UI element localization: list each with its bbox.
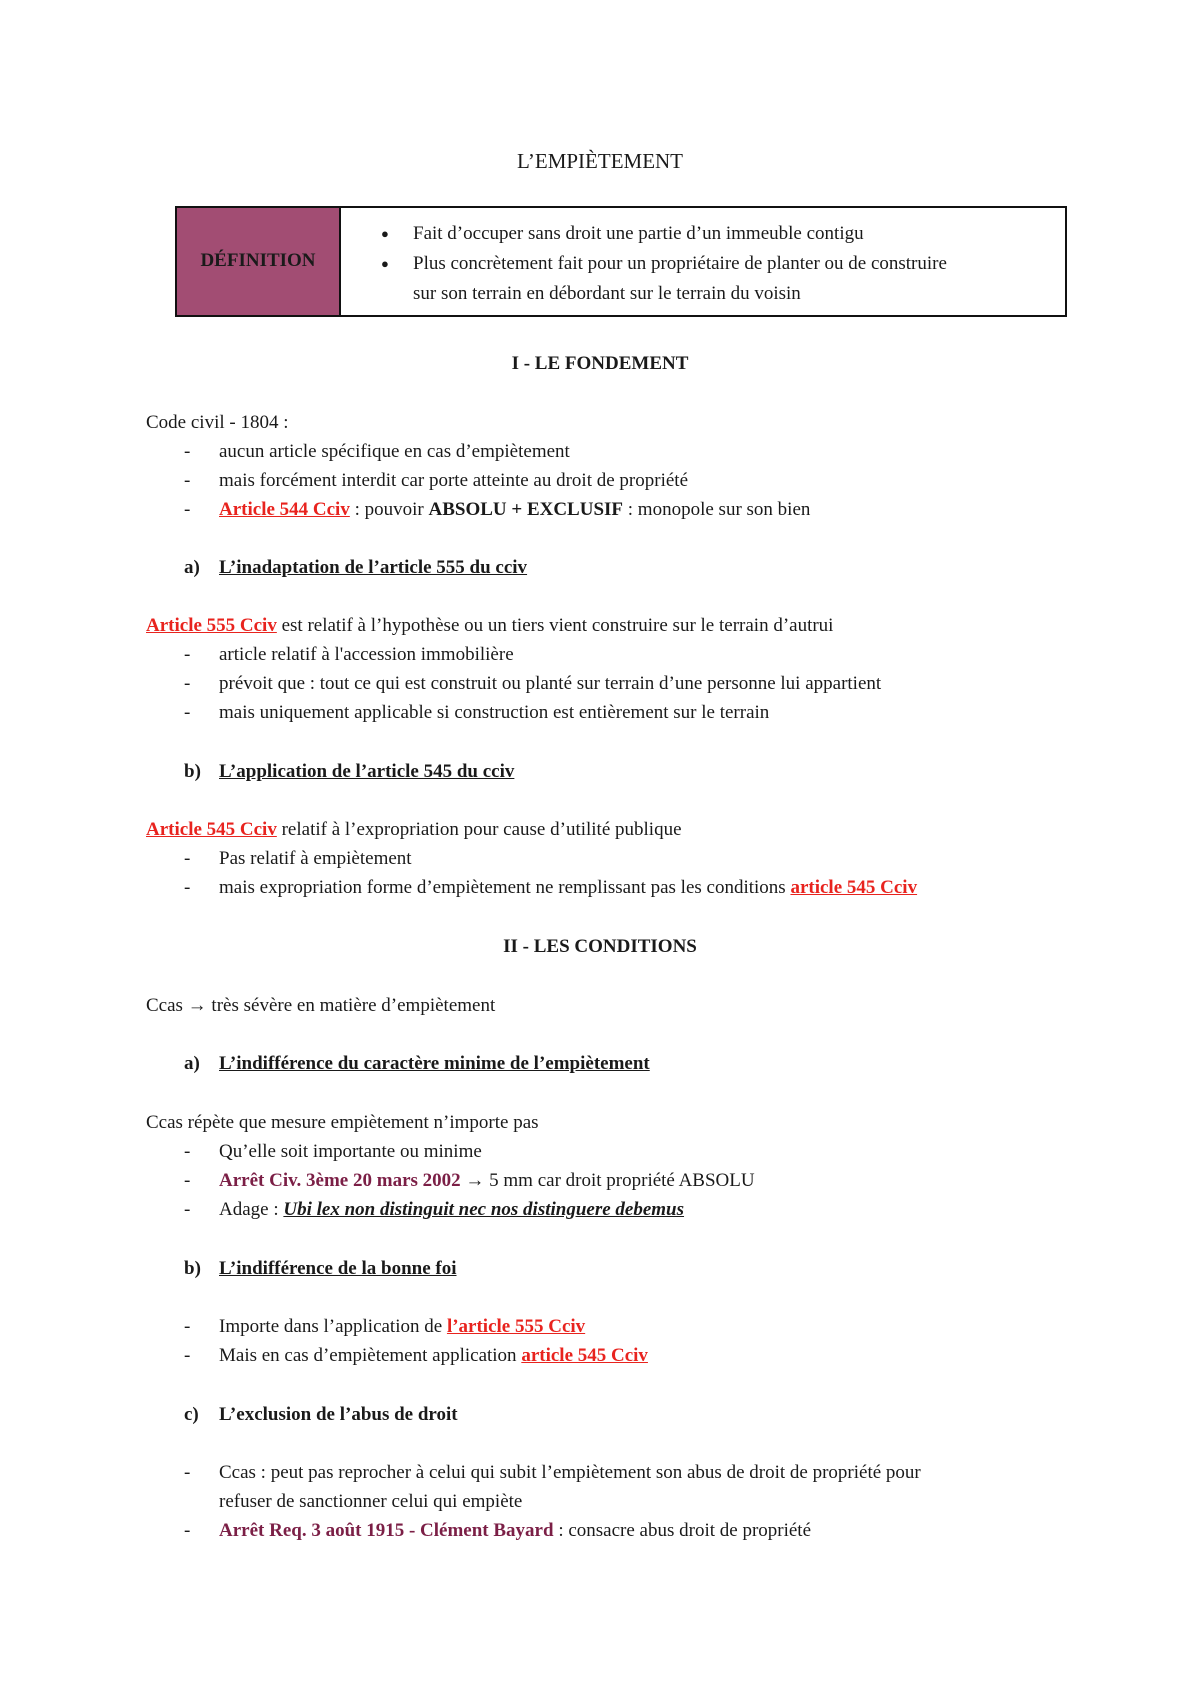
list-item: Pas relatif à empiètement — [219, 848, 412, 869]
article-reference: l’article 555 Cciv — [446, 1316, 586, 1337]
list-item: article relatif à l'accession immobilière — [219, 644, 514, 665]
dash: - — [184, 1345, 191, 1366]
article-reference: Article 544 Cciv — [219, 499, 350, 520]
section-heading: I - LE FONDEMENT — [511, 353, 689, 374]
dash: - — [184, 1520, 191, 1541]
dash: - — [184, 1141, 191, 1162]
list-item: mais forcément interdit car porte atteinte au droit de propriété — [219, 470, 688, 491]
subsection-title: L’exclusion de l’abus de droit — [219, 1404, 458, 1425]
article-reference: article 545 Cciv — [790, 877, 918, 898]
definition-bullet: ● Fait d’occuper sans droit une partie d’un immeuble contigu — [377, 219, 1051, 249]
section-heading: II - LES CONDITIONS — [503, 936, 697, 957]
article-reference: Article 545 Cciv — [146, 819, 277, 840]
subsection-title: L’inadaptation de l’article 555 du cciv — [219, 557, 528, 578]
subsection-title: L’indifférence du caractère minime de l’empiètement — [219, 1053, 650, 1074]
definition-bullet-text: Plus concrètement fait pour un propriétaire de planter ou de construire — [413, 253, 947, 274]
subsection-letter: a) — [184, 557, 200, 578]
list-item: Mais en cas d’empiètement application article 545 Cciv — [219, 1345, 648, 1366]
list-item: aucun article spécifique en cas d’empiètement — [219, 441, 570, 462]
list-item: Arrêt Civ. 3ème 20 mars 2002 → 5 mm car droit propriété ABSOLU — [219, 1170, 755, 1191]
dash: - — [184, 1199, 191, 1220]
dash: - — [184, 1170, 191, 1191]
dash: - — [184, 499, 191, 520]
list-item: Arrêt Req. 3 août 1915 - Clément Bayard : consacre abus droit de propriété — [219, 1520, 812, 1541]
definition-bullet — [377, 249, 1051, 309]
paragraph: Article 545 Cciv relatif à l’expropriation pour cause d’utilité publique — [146, 819, 682, 840]
list-item: mais expropriation forme d’empiètement ne remplissant pas les conditions article 545 Cciv — [219, 877, 918, 898]
definition-content — [341, 208, 1065, 315]
dash: - — [184, 673, 191, 694]
definition-table — [175, 206, 1067, 317]
paragraph: Ccas → très sévère en matière d’empiètement — [146, 995, 496, 1016]
dash: - — [184, 644, 191, 665]
article-reference: article 545 Cciv — [521, 1345, 648, 1366]
dash: - — [184, 1462, 191, 1483]
case-reference: Arrêt Req. 3 août 1915 - Clément Bayard — [219, 1520, 554, 1541]
dash: - — [184, 702, 191, 723]
subsection-letter: a) — [184, 1053, 200, 1074]
list-item: Adage : Ubi lex non distinguit nec nos distinguere debemus — [219, 1199, 685, 1220]
dash: - — [184, 848, 191, 869]
list-item: Article 544 Cciv : pouvoir ABSOLU + EXCLUSIF : monopole sur son bien — [219, 499, 811, 520]
paragraph: Article 555 Cciv est relatif à l’hypothèse ou un tiers vient construire sur le terrain d’autrui — [146, 615, 834, 636]
paragraph: Ccas répète que mesure empiètement n’importe pas — [146, 1112, 539, 1133]
latin-adage: Ubi lex non distinguit nec nos distinguere debemus — [283, 1199, 685, 1220]
list-item: Ccas : peut pas reprocher à celui qui subit l’empiètement son abus de droit de propriété pour — [219, 1462, 921, 1483]
subsection-title: L’indifférence de la bonne foi — [219, 1258, 457, 1279]
list-item: prévoit que : tout ce qui est construit ou planté sur terrain d’une personne lui appartient — [219, 673, 882, 694]
list-item: mais uniquement applicable si construction est entièrement sur le terrain — [219, 702, 770, 723]
list-item: Importe dans l’application de l’article 555 Cciv — [219, 1316, 586, 1337]
dash: - — [184, 470, 191, 491]
article-reference: Article 555 Cciv — [146, 615, 277, 636]
definition-bullet-continuation: sur son terrain en débordant sur le terrain du voisin — [413, 283, 801, 304]
dash: - — [184, 441, 191, 462]
subsection-letter: b) — [184, 1258, 201, 1279]
document-title: L’EMPIÈTEMENT — [516, 149, 684, 173]
list-item-continuation: refuser de sanctionner celui qui empiète — [219, 1491, 523, 1512]
paragraph: Code civil - 1804 : — [146, 412, 289, 433]
list-item: Qu’elle soit importante ou minime — [219, 1141, 482, 1162]
subsection-title: L’application de l’article 545 du cciv — [219, 761, 515, 782]
subsection-letter: c) — [184, 1404, 199, 1425]
dash: - — [184, 877, 191, 898]
case-reference: Arrêt Civ. 3ème 20 mars 2002 — [219, 1170, 461, 1191]
definition-label: DÉFINITION — [177, 208, 341, 315]
subsection-letter: b) — [184, 761, 201, 782]
dash: - — [184, 1316, 191, 1337]
